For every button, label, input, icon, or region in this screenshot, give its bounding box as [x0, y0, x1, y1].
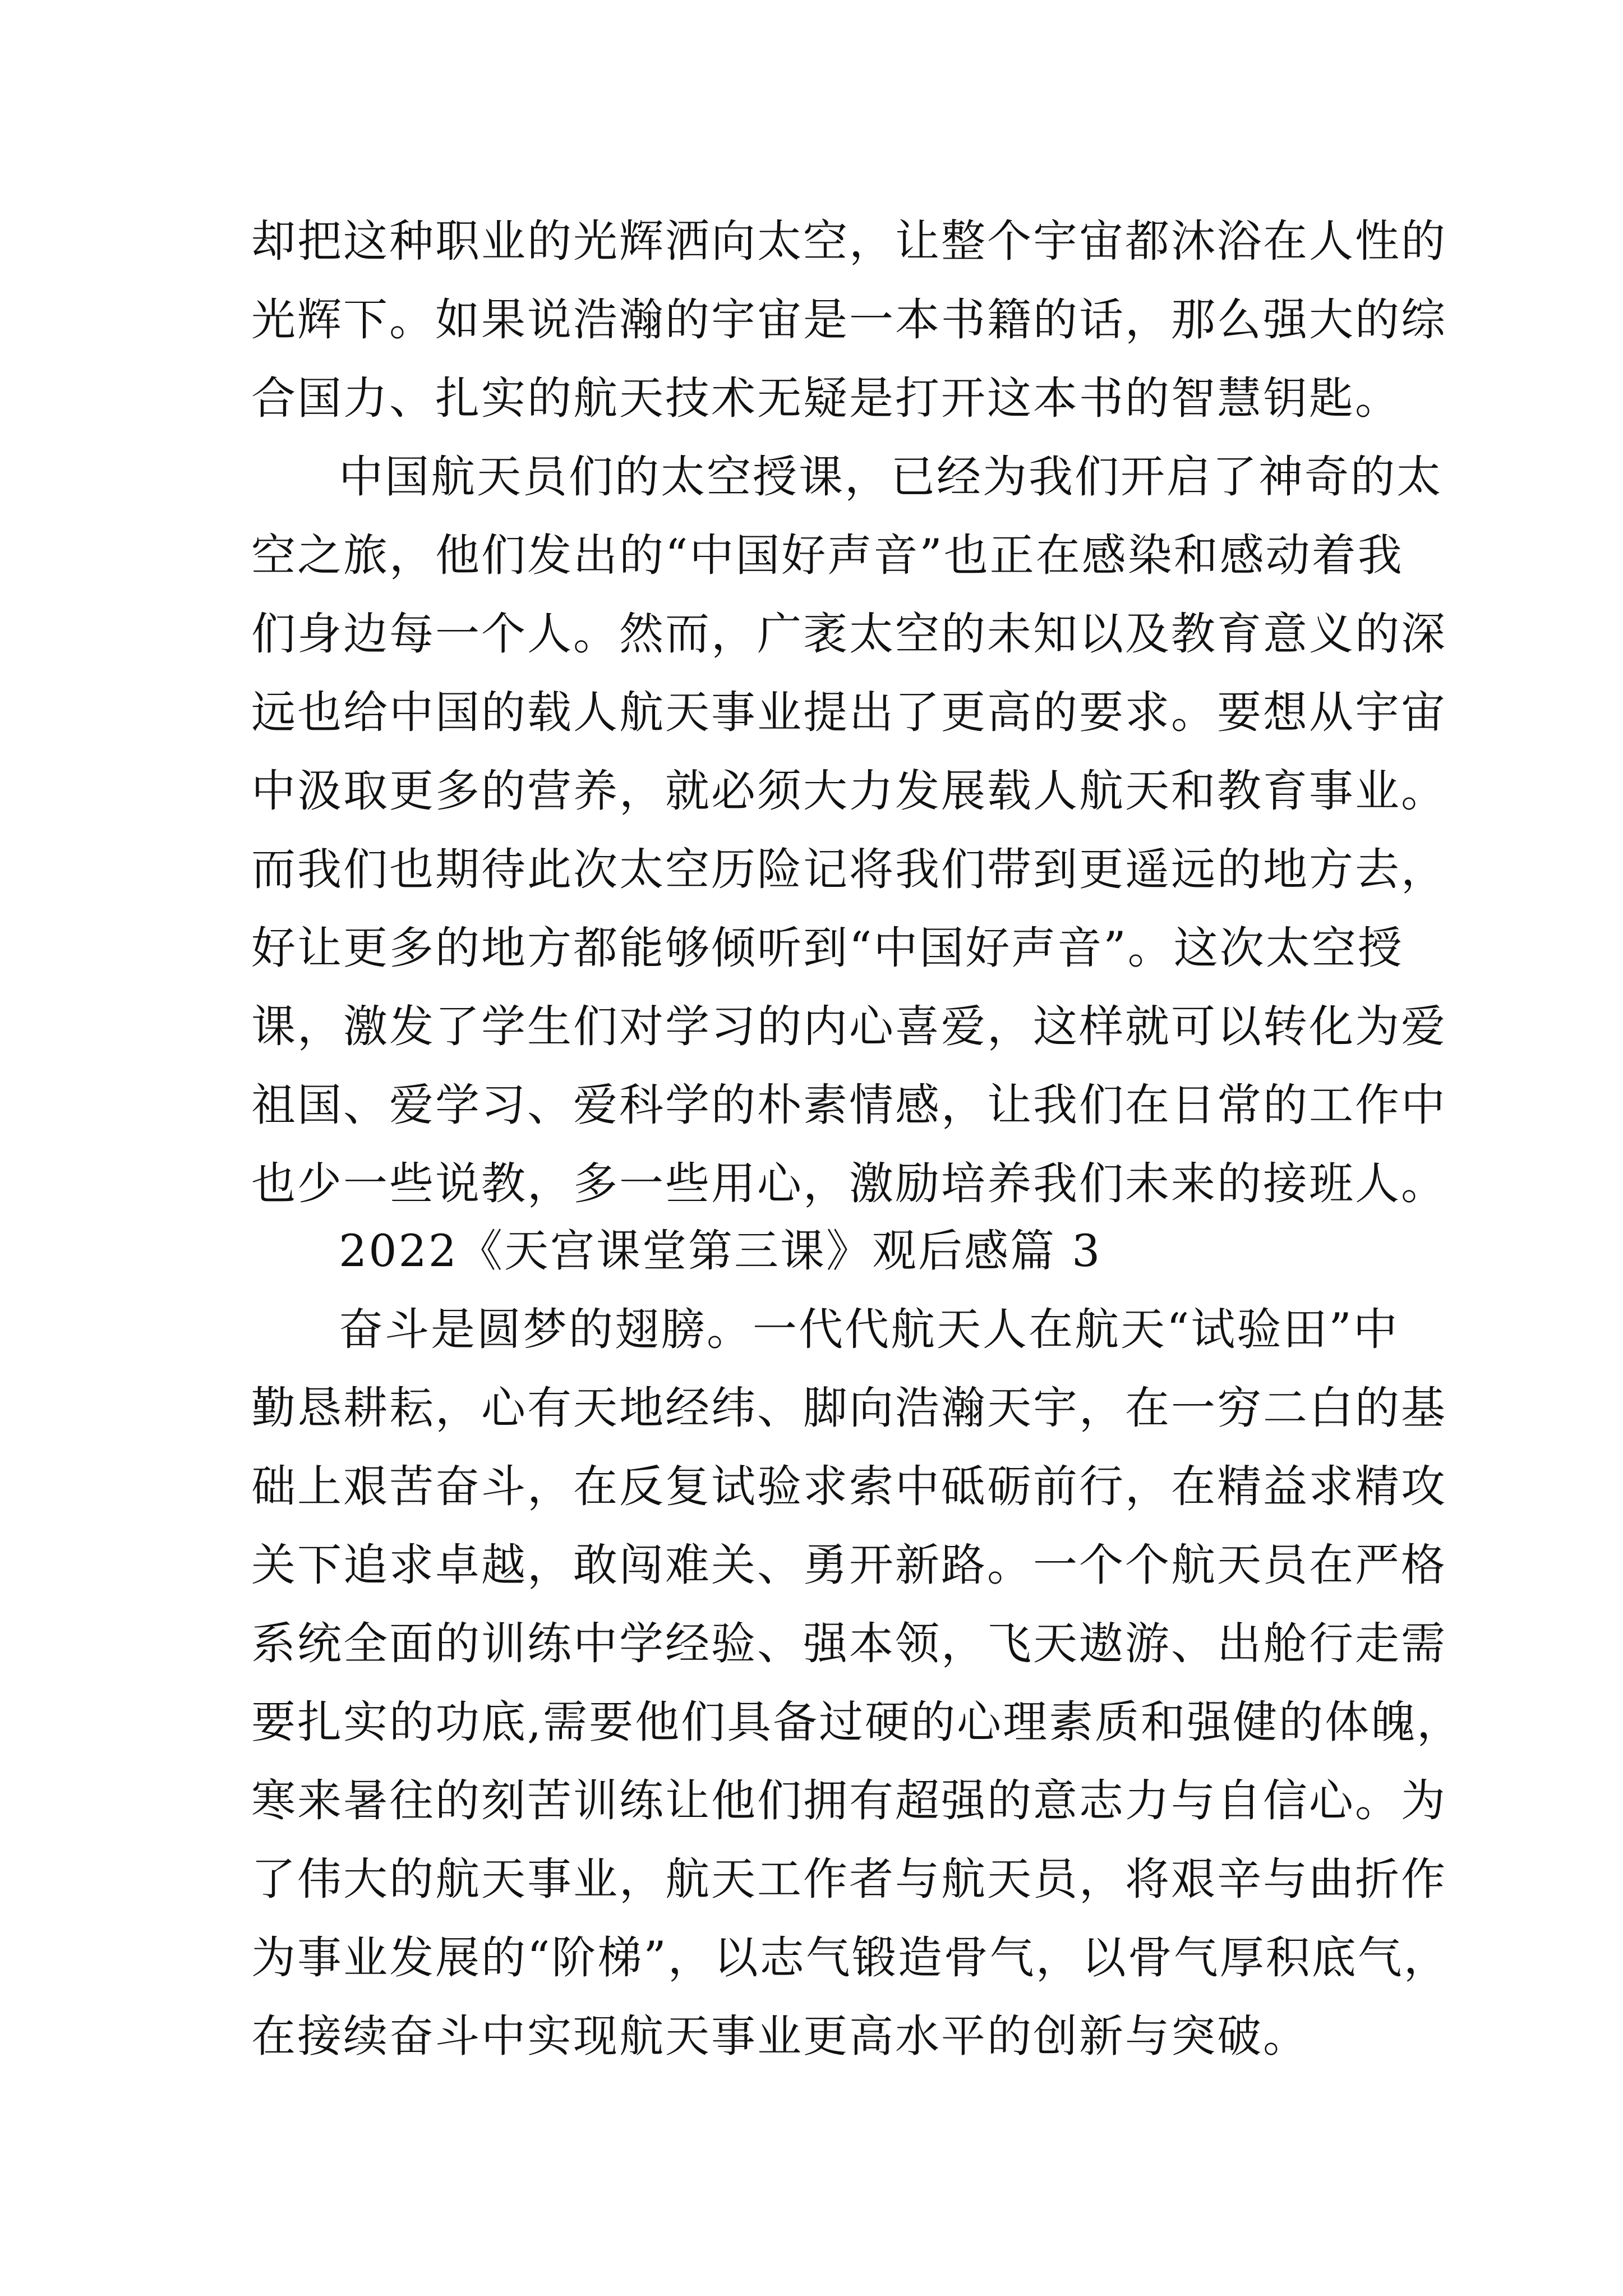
text-line: 勤恳耕耘，心有天地经纬、脚向浩瀚天宇，在一穷二白的基 [251, 1382, 1447, 1434]
text-line: 课，激发了学生们对学习的内心喜爱，这样就可以转化为爱 [251, 1001, 1447, 1052]
text-line: 祖国、爱学习、爱科学的朴素情感，让我们在日常的工作中 [251, 1079, 1447, 1131]
text-line: 奋斗是圆梦的翅膀。一代代航天人在航天“试验田”中 [339, 1304, 1399, 1355]
text-line: 中汲取更多的营养，就必须大力发展载人航天和教育事业。 [251, 765, 1447, 817]
section-heading: 2022《天宫课堂第三课》观后感篇 3 [339, 1225, 1102, 1277]
text-line: 光辉下。如果说浩瀚的宇宙是一本书籍的话，那么强大的综 [251, 294, 1447, 346]
text-line: 要扎实的功底,需要他们具备过硬的心理素质和强健的体魄， [251, 1696, 1463, 1748]
text-line: 了伟大的航天事业，航天工作者与航天员，将艰辛与曲折作 [251, 1853, 1447, 1905]
text-line: 在接续奋斗中实现航天事业更高水平的创新与突破。 [251, 2010, 1309, 2062]
text-line: 中国航天员们的太空授课，已经为我们开启了神奇的太 [339, 451, 1442, 503]
text-line: 关下追求卓越，敢闯难关、勇开新路。一个个航天员在严格 [251, 1539, 1447, 1591]
text-line: 为事业发展的“阶梯”，以志气锻造骨气，以骨气厚积底气， [251, 1932, 1450, 1984]
text-line: 寒来暑往的刻苦训练让他们拥有超强的意志力与自信心。为 [251, 1775, 1447, 1826]
text-line: 好让更多的地方都能够倾听到“中国好声音”。这次太空授 [251, 922, 1404, 974]
text-line: 空之旅，他们发出的“中国好声音”也正在感染和感动着我 [251, 530, 1404, 581]
text-line: 远也给中国的载人航天事业提出了更高的要求。要想从宇宙 [251, 687, 1447, 738]
text-line: 们身边每一个人。然而，广袤太空的未知以及教育意义的深 [251, 608, 1447, 660]
text-line: 础上艰苦奋斗，在反复试验求索中砥砺前行，在精益求精攻 [251, 1461, 1447, 1512]
text-line: 系统全面的训练中学经验、强本领，飞天遨游、出舱行走需 [251, 1618, 1447, 1669]
text-line: 而我们也期待此次太空历险记将我们带到更遥远的地方去， [251, 844, 1447, 895]
text-line: 合国力、扎实的航天技术无疑是打开这本书的智慧钥匙。 [251, 372, 1401, 424]
text-line: 却把这种职业的光辉洒向太空，让整个宇宙都沐浴在人性的 [251, 215, 1447, 267]
text-line: 也少一些说教，多一些用心，激励培养我们未来的接班人。 [251, 1158, 1447, 1209]
